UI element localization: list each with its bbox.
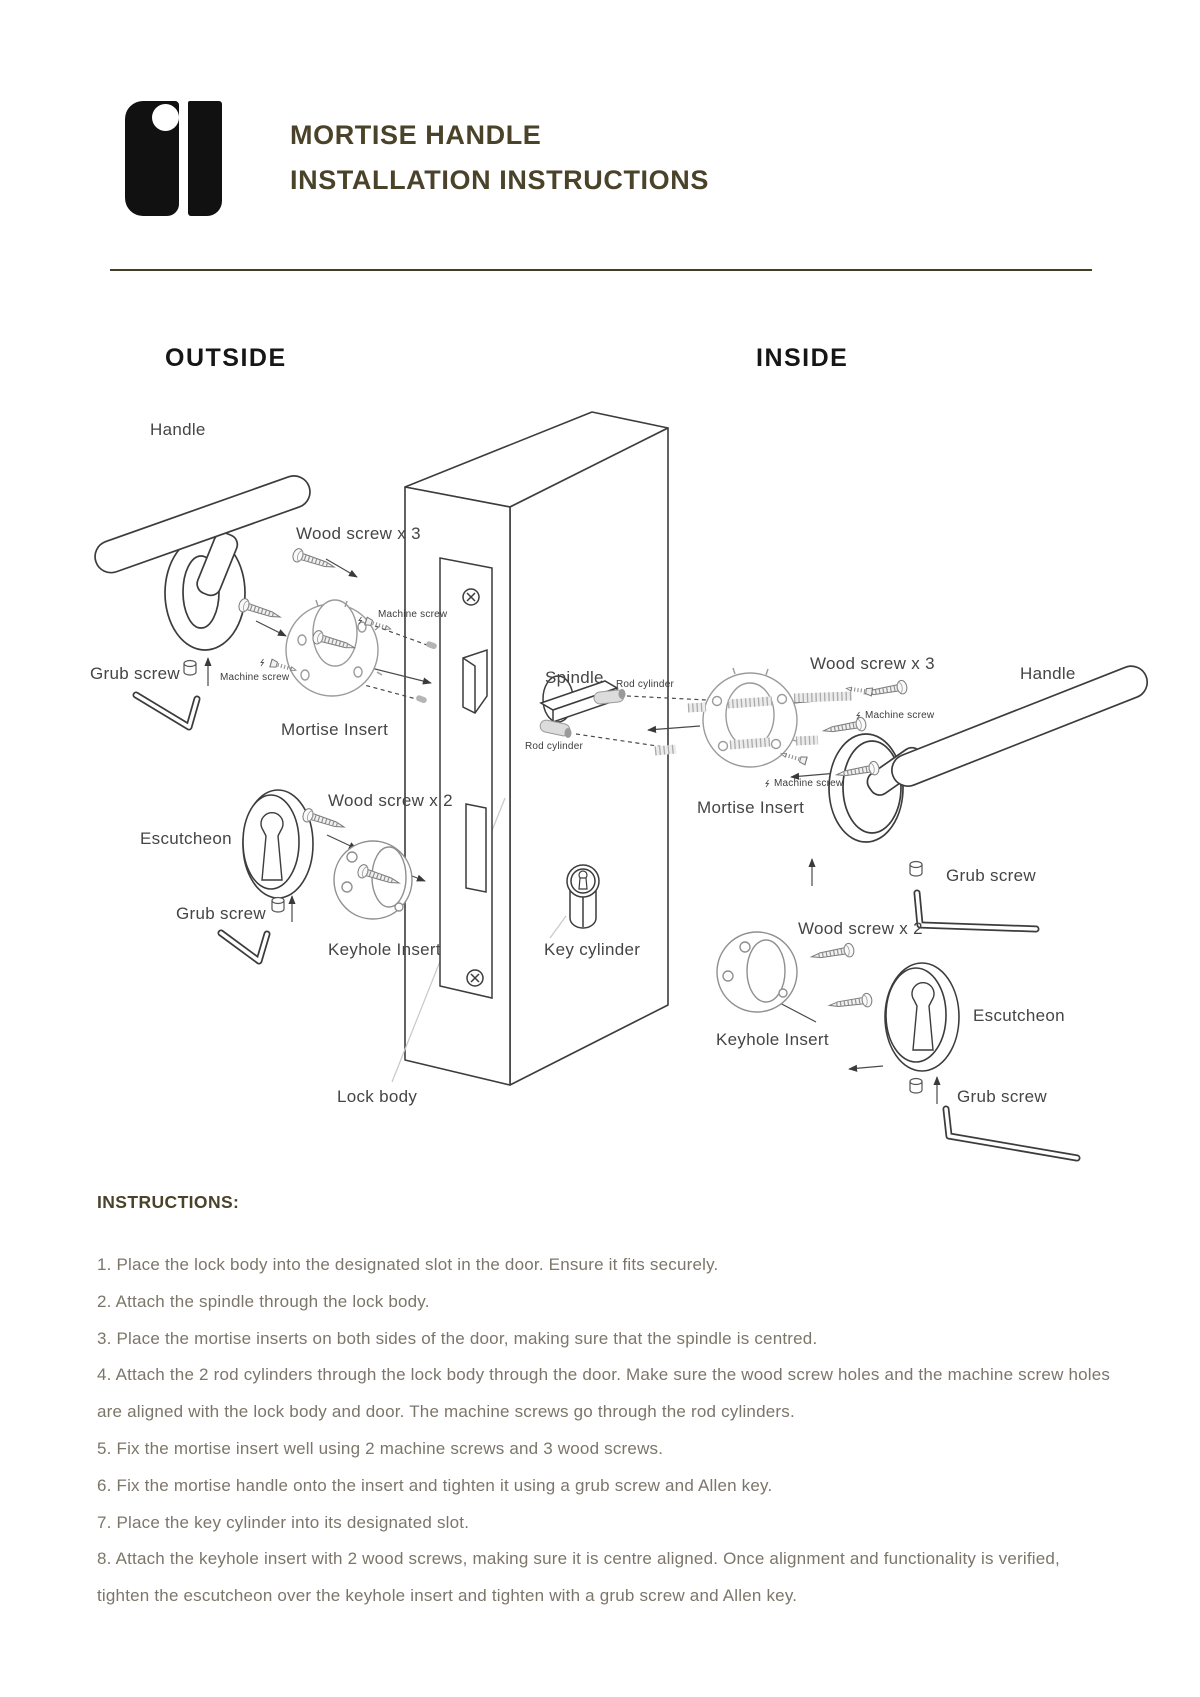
label-wood-screw-x2-inside: Wood screw x 2 [798, 919, 923, 938]
label-keyhole-insert-outside: Keyhole Insert [328, 940, 441, 959]
title-line-2: INSTALLATION INSTRUCTIONS [290, 165, 709, 195]
instruction-step-1: 1. Place the lock body into the designated slot in the door. Ensure it fits securely. [97, 1255, 719, 1274]
brand-logo [125, 101, 222, 216]
outside-keyhole-insert-drawing [334, 841, 412, 919]
instruction-step-5: 5. Fix the mortise insert well using 2 machine screws and 3 wood screws. [97, 1438, 664, 1458]
instructions-heading: INSTRUCTIONS: [97, 1192, 240, 1212]
outside-section-heading: OUTSIDE [165, 344, 287, 372]
outside-handle-drawing [91, 471, 315, 650]
label-rod-cylinder-upper: Rod cylinder [616, 679, 674, 690]
label-grub-screw-inside-lower: Grub screw [957, 1087, 1047, 1106]
label-mortise-insert-outside: Mortise Insert [281, 720, 389, 739]
label-mortise-insert-inside: Mortise Insert [697, 798, 805, 817]
label-escutcheon-inside: Escutcheon [973, 1006, 1065, 1025]
label-handle-outside: Handle [150, 420, 206, 439]
logo-shape-bar [188, 101, 222, 216]
outside-escutcheon-drawing [243, 790, 313, 898]
label-machine-screw-inside-lower: Machine screw [774, 778, 844, 789]
instructions-section [97, 1192, 1113, 1615]
outside-mortise-insert-drawing [286, 600, 382, 696]
instruction-step-6: 6. Fix the mortise handle onto the insert and tighten it using a grub screw and Allen key. [97, 1475, 773, 1495]
key-cylinder-drawing [567, 865, 599, 928]
label-grub-screw-inside-upper: Grub screw [946, 866, 1036, 885]
label-handle-inside: Handle [1020, 664, 1076, 683]
instruction-step-3: 3. Place the mortise inserts on both sides of the door, making sure that the spindle is centred. [97, 1328, 818, 1348]
exploded-diagram [0, 330, 1200, 1192]
page-title [290, 113, 709, 203]
label-escutcheon-outside: Escutcheon [140, 829, 232, 848]
label-keyhole-insert-inside: Keyhole Insert [716, 1030, 829, 1049]
title-line-1: MORTISE HANDLE [290, 120, 542, 150]
lock-faceplate-drawing [440, 558, 492, 998]
label-key-cylinder: Key cylinder [544, 940, 641, 959]
label-spindle: Spindle [545, 668, 604, 687]
label-wood-screw-x2-outside: Wood screw x 2 [328, 791, 453, 810]
inside-section-heading: INSIDE [756, 344, 849, 372]
instruction-step-8: 8. Attach the keyhole insert with 2 wood screws, making sure it is centre aligned. Once alignment and functionality is verified, tighten the escutcheon over the keyhole insert and tighten with a grub screw and Allen key. [97, 1549, 1060, 1606]
instruction-step-2: 2. Attach the spindle through the lock body. [97, 1291, 430, 1311]
label-rod-cylinder-lower: Rod cylinder [525, 741, 583, 752]
inside-mortise-insert-drawing [703, 668, 799, 767]
header-divider [110, 269, 1092, 271]
label-machine-screw-inside-upper: Machine screw [865, 710, 935, 721]
label-grub-screw-outside-upper: Grub screw [90, 664, 180, 683]
label-wood-screw-x3-outside: Wood screw x 3 [296, 524, 421, 543]
inside-escutcheon-drawing [885, 963, 959, 1071]
inside-keyhole-insert-drawing [717, 932, 797, 1012]
label-machine-screw-outside-upper: Machine screw [378, 609, 448, 620]
instruction-step-7: 7. Place the key cylinder into its designated slot. [97, 1512, 470, 1532]
instruction-step-4: 4. Attach the 2 rod cylinders through the lock body through the door. Make sure the wood screw holes and the machine screw holes are aligned with the lock body and door. The machine screws go through the rod cylinders. [97, 1365, 1111, 1422]
label-wood-screw-x3-inside: Wood screw x 3 [810, 654, 935, 673]
label-grub-screw-outside-lower: Grub screw [176, 904, 266, 923]
label-machine-screw-outside-lower: Machine screw [220, 672, 290, 683]
label-lock-body: Lock body [337, 1087, 418, 1106]
diagram-line-art [0, 330, 1200, 1192]
logo-notch [152, 104, 179, 131]
